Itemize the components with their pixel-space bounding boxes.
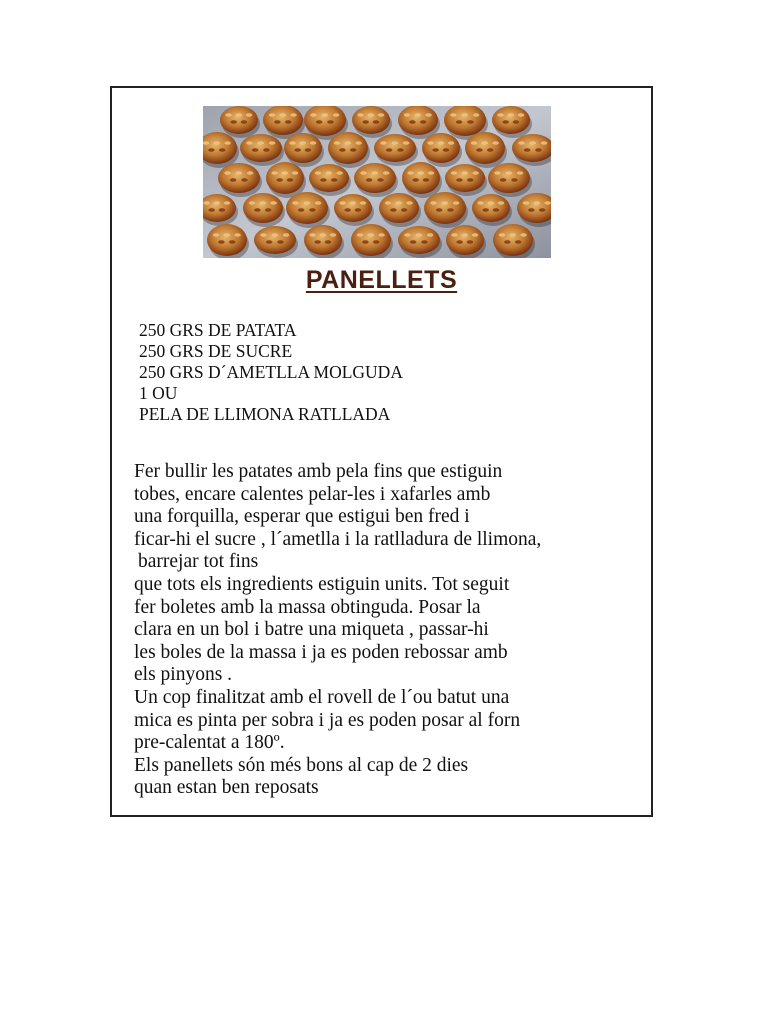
pine-nut [260,201,266,205]
pine-nut [269,141,275,145]
pine-nut [386,148,392,152]
pine-nut [407,171,413,175]
pine-nut [487,148,493,152]
pine-nut [462,171,468,175]
pine-nut [224,201,230,205]
pastry [398,226,440,254]
pine-nut [420,120,426,124]
pine-nut [252,148,258,152]
pine-nut [390,208,396,212]
pastry [379,193,419,223]
pine-nut [477,201,483,205]
pine-nut [280,113,286,117]
pastry [374,134,416,162]
pine-nut [430,201,436,205]
pine-nut [208,208,214,212]
pine-nut [500,178,506,182]
pine-nut [246,113,252,117]
pine-nut [274,120,280,124]
pine-nut [214,201,220,205]
method-line: els pinyons . [134,664,233,686]
pine-nut [331,178,337,182]
pastry [240,134,282,162]
pine-nut [534,201,540,205]
pastry [351,224,391,256]
pine-nut [535,148,541,152]
pine-nut [462,233,468,237]
pine-nut [403,141,409,145]
pine-nut [298,208,304,212]
pine-nut [246,141,252,145]
pine-nut [315,171,321,175]
pine-nut [436,208,442,212]
method-line: Fer bullir les patates amb pela fins que estiguin [134,461,503,482]
pine-nut [523,201,529,205]
pine-nut [416,233,422,237]
method-line: mica es pinta per sobra i ja es poden posar al forn [134,709,521,731]
pine-nut [467,178,473,182]
pastry [328,132,368,164]
pine-nut [451,233,457,237]
pastry [309,164,349,192]
pastry [207,224,247,256]
pine-nut [327,120,333,124]
pine-nut [404,113,410,117]
pastry [472,194,510,222]
pine-nut [320,233,326,237]
pine-nut [450,113,456,117]
pine-nut [339,148,345,152]
pine-nut [290,113,296,117]
pine-nut [203,141,209,145]
pine-nut [320,178,326,182]
pine-nut [456,178,462,182]
pine-nut [482,141,488,145]
pine-nut [392,141,398,145]
pine-nut [345,141,351,145]
ingredient-item: 1 OU [139,383,178,403]
pine-nut [219,208,225,212]
pine-nut [473,113,479,117]
method-line: fer boletes amb la massa obtinguda. Posar la [134,596,481,618]
pine-nut [409,120,415,124]
pine-nut [350,201,356,205]
pine-nut [421,240,427,244]
pine-nut [425,113,431,117]
pine-nut [397,148,403,152]
pine-nut [333,113,339,117]
pastry [243,193,283,223]
pine-nut [467,120,473,124]
pine-nut [471,141,477,145]
pastry [488,163,530,193]
pastry [465,132,505,164]
pine-nut [366,178,372,182]
pine-nut [326,171,332,175]
pine-nut [355,208,361,212]
pine-nut [443,148,449,152]
pine-nut [289,141,295,145]
pine-nut [372,171,378,175]
pine-nut [334,141,340,145]
pastry [254,226,296,254]
panellets-tray-photo [203,106,551,258]
ingredient-item: 250 GRS D´AMETLLA MOLGUDA [139,362,403,382]
pine-nut [368,233,374,237]
pine-nut [383,171,389,175]
pine-nut [492,141,498,145]
pastry [445,164,485,192]
pastry [304,225,342,255]
pine-nut [357,233,363,237]
pine-nut [520,233,526,237]
pine-nut [236,171,242,175]
pastry [218,163,260,193]
pine-nut [355,141,361,145]
method-line: barrejar tot fins [138,551,259,573]
pastry [286,192,328,224]
ingredients-list [139,320,403,425]
pine-nut [539,208,545,212]
pine-nut [513,120,519,124]
pine-nut [432,148,438,152]
pine-nut [378,113,384,117]
pine-nut [263,148,269,152]
pine-nut [472,233,478,237]
pine-nut [415,113,421,117]
pine-nut [377,178,383,182]
pine-nut [442,201,448,205]
pine-nut [517,171,523,175]
pine-nut [254,208,260,212]
pastry [334,194,372,222]
pine-nut [218,240,224,244]
pine-nut [427,233,433,237]
pine-nut [530,141,536,145]
pastry [284,133,322,163]
pine-nut [310,113,316,117]
pine-nut [360,201,366,205]
pine-nut [428,171,434,175]
method-line: Els panellets són més bons al cap de 2 dies [134,754,469,776]
pine-nut [541,141,547,145]
pine-nut [344,208,350,212]
pine-nut [396,201,402,205]
pine-nut [488,201,494,205]
method-line: que tots els ingredients estiguin units. Tot seguit [134,573,510,595]
pine-nut [357,113,363,117]
pine-nut [385,201,391,205]
pine-nut [467,240,473,244]
pine-nut [247,171,253,175]
pine-nut [325,240,331,244]
pine-nut [292,171,298,175]
pine-nut [258,141,264,145]
pine-nut [423,178,429,182]
pine-nut [271,171,277,175]
pine-nut [315,201,321,205]
pine-nut [518,141,524,145]
pine-nut [224,171,230,175]
pine-nut [515,240,521,244]
pastry [354,163,396,193]
pine-nut [314,240,320,244]
pine-nut [230,120,236,124]
pine-nut [241,120,247,124]
method-line: Un cop finalitzat amb el rovell de l´ou batut una [134,686,510,708]
method-line: una forquilla, esperar que estigui ben fred i [134,506,470,528]
pine-nut [518,113,524,117]
pine-nut [339,201,345,205]
pine-nut [219,148,225,152]
pine-nut [504,240,510,244]
method-line: quan estan ben reposats [134,777,319,799]
pine-nut [287,178,293,182]
pine-nut [511,178,517,182]
pine-nut [270,201,276,205]
pine-nut [225,113,231,117]
ingredient-item: 250 GRS DE PATATA [139,320,297,340]
pine-nut [497,113,503,117]
pine-nut [508,113,514,117]
method-line: les boles de la massa i ja es poden rebossar amb [134,641,508,663]
pine-nut [373,120,379,124]
pine-nut [502,120,508,124]
pine-nut [249,201,255,205]
method-text [134,461,541,800]
pine-nut [410,240,416,244]
pastry [266,162,304,194]
pine-nut [234,233,240,237]
pine-nut [427,141,433,145]
pine-nut [294,148,300,152]
pine-nut [451,171,457,175]
pastry [263,106,303,135]
pine-nut [330,233,336,237]
pine-nut [510,233,516,237]
pine-nut [493,208,499,212]
pine-nut [499,233,505,237]
recipe-title: PANELLETS [305,266,458,294]
pine-nut [482,208,488,212]
pine-nut [300,141,306,145]
pine-nut [224,233,230,237]
method-line: ficar-hi el sucre , l´ametlla i la ratlladura de llimona, [134,528,542,550]
pine-nut [336,171,342,175]
pine-nut [380,141,386,145]
pine-nut [276,178,282,182]
pine-nut [448,141,454,145]
pine-nut [456,240,462,244]
pine-nut [309,208,315,212]
pine-nut [285,120,291,124]
pine-nut [404,233,410,237]
pastry [398,106,438,135]
method-line: pre-calentat a 180º. [134,732,285,754]
pine-nut [447,208,453,212]
method-line: tobes, encare calentes pelar-les i xafarles amb [134,483,491,505]
pine-nut [453,201,459,205]
pine-nut [506,171,512,175]
pine-nut [304,201,310,205]
pine-nut [236,113,242,117]
pine-nut [277,240,283,244]
pine-nut [292,201,298,205]
pine-nut [213,233,219,237]
pine-nut [472,171,478,175]
pine-nut [498,201,504,205]
pine-nut [272,233,278,237]
pastry [493,224,533,256]
pine-nut [203,201,209,205]
pine-nut [229,240,235,244]
pine-nut [309,233,315,237]
pine-nut [310,141,316,145]
pine-nut [418,171,424,175]
pine-nut [208,148,214,152]
pine-nut [265,208,271,212]
pine-nut [368,113,374,117]
pine-nut [456,120,462,124]
pine-nut [214,141,220,145]
pine-nut [266,240,272,244]
pine-nut [438,141,444,145]
pine-nut [362,240,368,244]
pine-nut [528,208,534,212]
pine-nut [544,201,550,205]
pine-nut [269,113,275,117]
pine-nut [476,148,482,152]
pine-nut [322,113,328,117]
pine-nut [412,178,418,182]
pine-nut [406,201,412,205]
pine-nut [494,171,500,175]
pine-nut [462,113,468,117]
method-line: clara en un bol i batre una miqueta , passar-hi [134,619,489,641]
pastry [424,192,466,224]
pastry [446,225,484,255]
pine-nut [360,171,366,175]
pine-nut [241,178,247,182]
pastry [422,133,460,163]
pine-nut [224,141,230,145]
pine-nut [524,148,530,152]
pine-nut [362,120,368,124]
pine-nut [230,178,236,182]
pastry [492,106,530,134]
ingredient-item: 250 GRS DE SUCRE [139,341,293,361]
pine-nut [260,233,266,237]
pine-nut [282,171,288,175]
pine-nut [305,148,311,152]
pine-nut [316,120,322,124]
ingredient-item: PELA DE LLIMONA RATLLADA [139,404,391,424]
pastry [220,106,258,134]
recipe-card [110,86,653,817]
pastry [352,106,390,134]
pine-nut [350,148,356,152]
pine-nut [283,233,289,237]
pine-nut [401,208,407,212]
pastry [402,162,440,194]
pine-nut [373,240,379,244]
pine-nut [378,233,384,237]
